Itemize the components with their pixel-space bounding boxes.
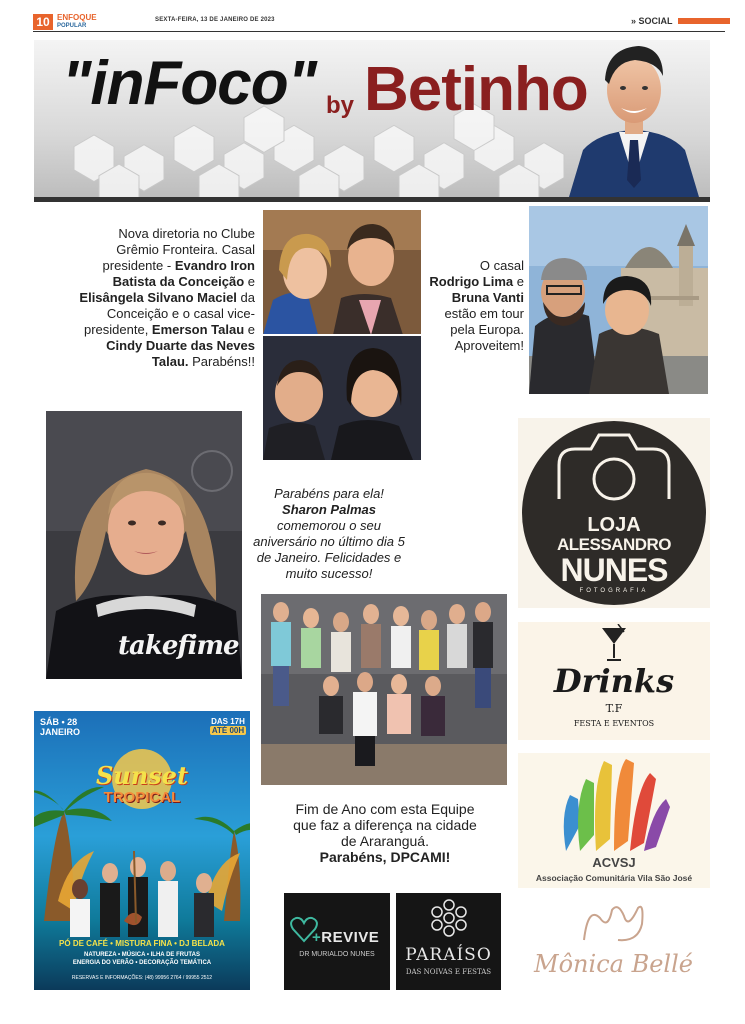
loja-line3: NUNES	[560, 552, 668, 588]
caption-text: comemorou o seu aniversário no último dia 5 de Janeiro. Felicidades e muito sucesso!	[253, 518, 405, 581]
sunset-subtitle: TROPICAL	[103, 789, 181, 806]
column-title-by: by	[326, 92, 355, 119]
ad-loja-alessandro-nunes	[518, 418, 710, 608]
caption-text: O casal	[479, 258, 524, 273]
sunset-info: RESERVAS E INFORMAÇÕES: (48) 99956 2764 / 99955 2512	[71, 975, 213, 981]
shirt-print-text: takefime	[118, 631, 239, 661]
drinks-tag: FESTA E EVENTOS	[573, 719, 655, 728]
sunset-time	[210, 717, 246, 735]
sunset-time-start: DAS 17H	[211, 717, 245, 726]
loja-line4: FOTOGRAFIA	[579, 588, 649, 594]
caption-europe-tour	[428, 258, 524, 354]
caption-name: Sharon Palmas	[282, 502, 376, 517]
caption-name: Rodrigo Lima	[429, 274, 514, 289]
caption-text: e	[513, 274, 524, 289]
ad-revive	[284, 893, 390, 990]
sunset-extras-1: NATUREZA • MÚSICA • ILHA DE FRUTAS	[84, 952, 200, 958]
tropical-scene-illustration	[34, 711, 250, 990]
sunset-title: Sunset	[95, 761, 189, 790]
brand-subname: POPULAR	[57, 23, 87, 29]
photo-europe-couple	[529, 206, 708, 394]
acvsj-abbr: ACVSJ	[592, 855, 636, 870]
caption-name: Elisângela Silvano Maciel	[79, 290, 237, 305]
caption-name: Bruna Vanti	[451, 290, 524, 305]
photo-dpcami-team	[261, 594, 507, 785]
caption-text: Parabéns!!	[188, 354, 255, 369]
caption-text: estão em tour pela Europa. Aproveitem!	[444, 306, 524, 353]
monogram-logo-icon	[578, 900, 648, 946]
photo-gremio-couples	[263, 210, 421, 460]
section-color-bar	[678, 18, 730, 24]
caption-text: e	[244, 274, 255, 289]
plus-icon: +	[312, 929, 322, 946]
sunset-time-end: ATÉ 00H	[211, 726, 245, 735]
sunset-lineup: PÓ DE CAFÉ • MISTURA FINA • DJ BELADA	[59, 939, 225, 948]
hands-logo-icon	[556, 755, 672, 853]
caption-name: Evandro Iron Batista da Conceição	[112, 258, 255, 289]
caption-text: da Conceição e o casal vice-presidente,	[83, 290, 255, 337]
ad-paraiso	[396, 893, 501, 990]
loja-line1: LOJA	[587, 514, 641, 536]
paraiso-sub: DAS NOIVAS E FESTAS	[405, 968, 492, 976]
ad-monica-belle	[516, 900, 711, 992]
paraiso-name: PARAÍSO	[405, 945, 492, 965]
columnist-photo	[559, 40, 710, 197]
newspaper-brand	[57, 13, 97, 31]
caption-text: Fim de Ano com esta Equipe que faz a diferença na cidade de Araranguá.	[293, 801, 477, 849]
drinks-sub: T.F	[605, 702, 623, 715]
caption-text: e	[244, 322, 255, 337]
caption-dpcami-team	[290, 801, 480, 865]
acvsj-name: Associação Comunitária Vila São José	[535, 873, 693, 883]
cocktail-glass-icon	[600, 624, 628, 664]
drinks-name: Drinks	[553, 662, 675, 700]
section-label	[631, 16, 673, 26]
caption-text: Nova diretoria no Clube Grêmio Fronteira. Casal presidente -	[102, 226, 255, 273]
caption-gremio-fronteira	[75, 226, 255, 370]
loja-line2: ALESSANDRO	[556, 535, 671, 554]
issue-date: SEXTA-FEIRA, 13 DE JANEIRO DE 2023	[155, 17, 275, 23]
revive-sub: DR MURIALDO NUNES	[299, 951, 375, 958]
revive-name	[312, 929, 390, 946]
top-strip	[33, 14, 725, 32]
flower-logo-icon	[428, 897, 470, 939]
column-title-betinho: Betinho	[364, 55, 588, 124]
ad-acvsj	[518, 753, 710, 888]
ad-sunset-tropical	[34, 711, 250, 990]
caption-name: Emerson Talau	[151, 322, 245, 337]
double-chevron-icon: »	[631, 16, 637, 26]
photo-sharon-palmas	[46, 411, 242, 679]
caption-sharon-birthday	[250, 486, 408, 582]
caption-name: Cindy Duarte das Neves Talau.	[106, 338, 255, 369]
revive-name-text: REVIVE	[321, 929, 380, 946]
ad-drinks-tf	[518, 622, 710, 740]
brand-name: ENFOQUE	[57, 13, 97, 22]
column-banner	[34, 40, 710, 202]
sunset-extras-2: ENERGIA DO VERÃO • DECORAÇÃO TEMÁTICA	[72, 960, 212, 966]
page-number: 10	[33, 14, 53, 30]
section-name: SOCIAL	[638, 16, 673, 26]
monica-name: Mônica Bellé	[534, 950, 693, 978]
column-title-infoco: "inFoco"	[62, 49, 316, 118]
caption-name: Parabéns, DPCAMI!	[319, 849, 451, 865]
caption-text: Parabéns para ela!	[274, 486, 384, 501]
sunset-date: SÁB • 28 JANEIRO	[40, 717, 81, 737]
